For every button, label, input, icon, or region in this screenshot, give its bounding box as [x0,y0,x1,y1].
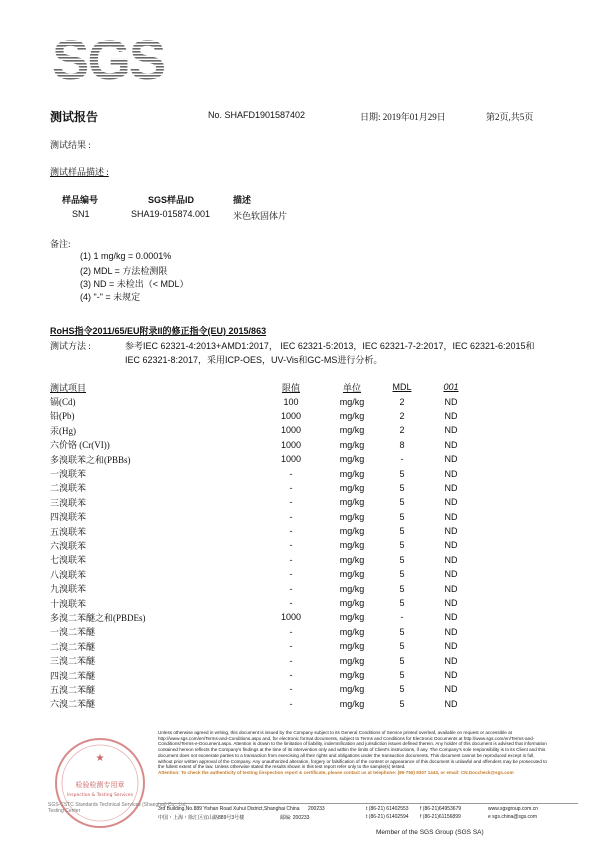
cell-item: 六价铬 (Cr(VI)) [50,440,110,451]
sample-description-label: 测试样品描述 : [50,167,109,177]
cell-result: ND [444,526,458,537]
cell-result: ND [444,540,458,551]
report-date: 日期: 2019年01月29日 [360,112,446,122]
cell-limit: 1000 [280,439,302,450]
table-row [50,668,480,682]
cell-limit: - [289,497,293,508]
cell-item: 多溴联苯之和(PBBs) [50,454,131,465]
cell-result: ND [444,612,458,623]
cell-item: 四溴二苯醚 [50,670,96,681]
cell-limit: - [289,468,293,479]
svg-text:SGS: SGS [52,28,165,89]
cell-unit: mg/kg [339,569,365,580]
table-row [50,510,480,524]
cell-unit: mg/kg [339,698,365,709]
cell-result: ND [444,698,458,709]
table-row [50,423,480,437]
cell-unit: mg/kg [339,511,365,522]
cell-unit: mg/kg [339,583,365,594]
cell-limit: 1000 [280,425,302,436]
results-body [50,394,480,711]
cell-limit: - [289,569,293,580]
cell-limit: 1000 [280,612,302,623]
cell-unit: mg/kg [339,410,365,421]
cell-mdl: 8 [399,439,405,450]
address-row-en: 3rd Building,No.889 Yishan Road Xuhui District,Shanghai China 200233 t (86-21) 61402553 f (86-21)64953679 www.sgsgroup.com.cn [158,803,578,812]
cell-limit: - [289,684,293,695]
cell-mdl: 5 [399,583,405,594]
cell-item: 五溴二苯醚 [50,684,96,695]
cell-item: 七溴联苯 [50,555,87,566]
sample-header-no: 样品编号 [62,195,99,205]
test-method-label: 测试方法 : [50,341,91,351]
cell-unit: mg/kg [339,482,365,493]
notes-label: 备注: [50,239,71,249]
terms-text: Unless otherwise agreed in writing, this document is issued by the Company subject to its General Conditions of Service printed overleaf, available on request or accessible at http://www.sgs.com/en/Terms-and-Conditions.aspx and, for electronic format documents, subject to Terms and Conditions for Electronic Documents at http://www.sgs.com/en/Terms-and-Conditions/Terms-e-Document.aspx. Attention is drawn to the limitation of liability, indemnification and jurisdiction issues defined therein. Any holder of this document is advised that information contained hereon reflects the Company's findings at the time of its intervention only and within the limits of Client's instructions, if any. The Company's sole responsibility is to its Client and this document does not exonerate parties to a transaction from exercising all their rights and obligations under the transaction documents. This document cannot be reproduced except in full, without prior written approval of the Company. Any unauthorized alteration, forgery or falsification of the content or appearance of this document is unlawful and offenders may be prosecuted to the fullest extent of the law. Unless otherwise stated the results shown in this test report refer only to the sample(s) tested. Attention: To check the authenticity of testing /inspection report & certificate, please contact us at telephone: (86-755) 8307 1443, or email: CN.Doccheck@sgs.com [158,730,547,775]
cell-mdl: 5 [399,540,405,551]
cell-unit: mg/kg [339,670,365,680]
cell-item: 一溴联苯 [50,469,87,480]
cell-item: 九溴联苯 [50,584,87,595]
cell-mdl: 5 [399,698,405,709]
member-of-sgs-group: Member of the SGS Group (SGS SA) [376,829,484,836]
cell-limit: 1000 [280,454,302,465]
cell-result: ND [444,468,458,479]
cell-result: ND [444,626,458,637]
col-header-item: 测试项目 [50,382,87,393]
cell-mdl: 2 [399,410,405,421]
table-row [50,625,480,639]
svg-text:Inspection & Testing Services: Inspection & Testing Services [67,793,133,798]
sample-header-id: SGS样品ID [148,195,195,205]
table-row [50,581,480,595]
results-header-row [50,380,480,394]
cell-unit: mg/kg [339,540,365,551]
cell-unit: mg/kg [339,425,365,436]
cell-unit: mg/kg [339,655,365,666]
cell-limit: - [289,540,293,551]
cell-limit: - [289,554,293,565]
table-row [50,524,480,538]
cell-limit: 100 [283,396,299,407]
table-row [50,394,480,408]
test-method-text: 参考IEC 62321-4:2013+AMD1:2017， IEC 62321-5:2013，IEC 62321-7-2:2017，IEC 62321-6:2015和IEC 62321-8:2017，采用ICP-OES，UV-Vis和GC-MS进行分析。 [125,341,535,365]
cell-unit: mg/kg [339,641,365,652]
col-header-limit: 限值 [281,382,300,393]
table-row [50,466,480,480]
cell-result: ND [444,569,458,580]
cell-limit: - [289,626,293,637]
cell-item: 铅(Pb) [50,411,75,422]
cell-mdl: 5 [399,526,405,537]
cell-result: ND [444,583,458,594]
authenticity-note: Attention: To check the authenticity of testing /inspection report & certificate, please contact us at telephone: (86-755) 8307 1443, or email: CN.Doccheck@sgs.com [158,769,514,775]
sample-no: SN1 [72,209,90,219]
table-row [50,639,480,653]
cell-result: ND [444,655,458,666]
cell-item: 六溴二苯醚 [50,699,96,710]
inspection-seal [50,733,154,837]
results-table [50,380,480,711]
cell-mdl: 5 [399,554,405,565]
cell-result: ND [444,396,458,407]
cell-unit: mg/kg [339,396,365,407]
cell-item: 四溴联苯 [50,512,87,523]
cell-item: 汞(Hg) [50,425,76,436]
cell-item: 一溴二苯醚 [50,627,96,638]
sample-header-desc: 描述 [233,195,252,205]
cell-limit: - [289,482,293,493]
cell-mdl: 5 [399,511,405,522]
cell-item: 三溴联苯 [50,497,87,508]
cell-limit: - [289,583,293,594]
cell-mdl: 5 [399,641,405,652]
cell-result: ND [444,497,458,508]
col-header-mdl: MDL [392,382,412,393]
page-indicator: 第2页,共5页 [486,112,534,122]
sgs-logo [50,27,170,89]
cell-result: ND [444,670,458,680]
cell-item: 二溴联苯 [50,483,87,494]
cell-limit: - [289,698,293,709]
cell-mdl: 2 [399,425,405,436]
cell-item: 多溴二苯醚之和(PBDEs) [50,612,146,623]
table-row [50,653,480,667]
cell-mdl: - [400,454,404,465]
table-row [50,553,480,567]
cell-mdl: 5 [399,569,405,580]
cell-unit: mg/kg [339,526,365,537]
table-row [50,697,480,711]
cell-item: 三溴二苯醚 [50,656,96,667]
cell-unit: mg/kg [339,684,365,695]
cell-item: 二溴二苯醚 [50,641,96,652]
cell-unit: mg/kg [339,497,365,508]
cell-unit: mg/kg [339,626,365,637]
report-title: 测试报告 [50,110,99,124]
cell-mdl: 5 [399,468,405,479]
cell-limit: - [289,670,293,680]
sample-id: SHA19-015874.001 [131,209,211,219]
note-item: (3) ND = 未检出（< MDL） [80,279,189,289]
cell-result: ND [444,425,458,436]
cell-mdl: 5 [399,598,405,609]
table-row [50,538,480,552]
svg-text:★: ★ [95,753,105,764]
cell-mdl: 5 [399,684,405,695]
cell-result: ND [444,439,458,450]
cell-limit: - [289,598,293,609]
cell-mdl: 5 [399,482,405,493]
cell-limit: - [289,641,293,652]
cell-result: ND [444,511,458,522]
cell-unit: mg/kg [339,468,365,479]
cell-limit: - [289,511,293,522]
table-row [50,409,480,423]
cell-mdl: 5 [399,497,405,508]
cell-item: 镉(Cd) [50,397,76,408]
test-result-label: 测试结果 : [50,140,91,150]
cell-unit: mg/kg [339,454,365,465]
table-row [50,567,480,581]
cell-result: ND [444,554,458,565]
cell-limit: 1000 [280,410,302,421]
testing-center-label: SGS-CSTC Standards Technical Services (Shanghai) Co., Ltd. Testing Center [48,802,187,814]
col-header-result: 001 [443,382,459,393]
cell-mdl: 5 [399,655,405,666]
cell-limit: - [289,655,293,666]
col-header-unit: 单位 [342,382,361,393]
cell-unit: mg/kg [339,598,365,609]
note-item: (1) 1 mg/kg = 0.0001% [80,251,172,261]
table-row [50,495,480,509]
table-row [50,438,480,452]
table-row [50,610,480,624]
cell-result: ND [444,454,458,465]
note-item: (2) MDL = 方法检测限 [80,266,168,276]
cell-item: 八溴联苯 [50,569,87,580]
cell-result: ND [444,410,458,421]
table-row [50,682,480,696]
note-item: (4) "-" = 未规定 [80,292,141,302]
address-row-cn: 中国・上海・徐汇区宜山路889号3号楼 邮编: 200233 t (86-21) 61402594 f (86-21)61156899 e sgs.china@sgs.com [158,814,537,821]
cell-result: ND [444,482,458,493]
cell-mdl: 5 [399,626,405,637]
report-number: No. SHAFD1901587402 [208,110,306,120]
cell-unit: mg/kg [339,612,365,623]
cell-item: 六溴联苯 [50,540,87,551]
rohs-directive-title: RoHS指令2011/65/EU附录II的修正指令(EU) 2015/863 [50,326,267,336]
table-row [50,452,480,466]
table-row [50,596,480,610]
cell-result: ND [444,684,458,695]
cell-result: ND [444,641,458,652]
sample-desc: 米色软固体片 [233,211,288,221]
cell-item: 十溴联苯 [50,598,87,609]
cell-unit: mg/kg [339,439,365,450]
cell-mdl: 5 [399,670,405,680]
svg-text:检验检测专用章: 检验检测专用章 [75,781,125,789]
table-row [50,481,480,495]
cell-mdl: 2 [399,396,405,407]
cell-mdl: - [400,612,404,623]
cell-result: ND [444,598,458,609]
cell-unit: mg/kg [339,554,365,565]
cell-limit: - [289,526,293,537]
cell-item: 五溴联苯 [50,526,87,537]
